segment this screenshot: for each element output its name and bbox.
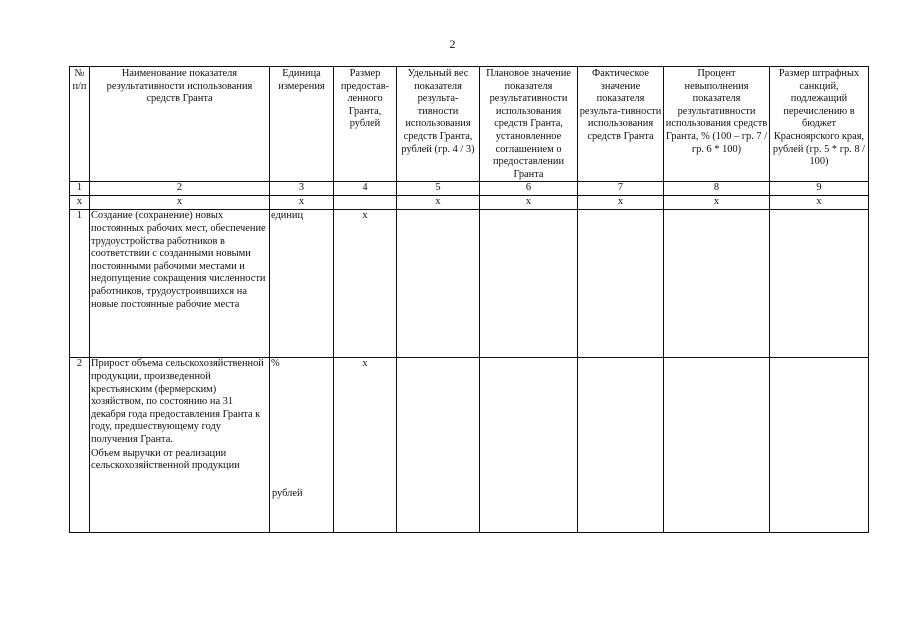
x-cell: x (270, 196, 334, 210)
header-col-2: Наименование показателя результативности использования средств Гранта (90, 67, 270, 182)
column-number: 2 (90, 182, 270, 196)
unit-cell: единиц (270, 210, 334, 358)
indicator-name: Создание (сохранение) новых постоянных рабочих мест, обеспечение трудоустройства работников в соответствии с созданными новыми постоянными рабочими местами и недопущение сокращения численности работников, трудоустроившихся на новые постоянные рабочие места (90, 210, 270, 358)
unit-block (271, 358, 332, 532)
empty-cell (578, 358, 664, 533)
column-number: 8 (664, 182, 770, 196)
empty-cell (397, 358, 480, 533)
header-col-1: № п/п (70, 67, 90, 182)
empty-cell (664, 358, 770, 533)
column-number: 5 (397, 182, 480, 196)
empty-cell (480, 210, 578, 358)
header-col-3: Единица измерения (270, 67, 334, 182)
column-number: 1 (70, 182, 90, 196)
header-col-6: Плановое значение показателя результативности использования средств Гранта, установленное соглашением о предоставлении Гранта (480, 67, 578, 182)
indicator-name-cell (90, 358, 270, 533)
x-cell: x (480, 196, 578, 210)
grant-size-cell: x (334, 210, 397, 358)
header-row (70, 67, 869, 182)
column-number: 9 (770, 182, 869, 196)
x-cell: x (578, 196, 664, 210)
x-cell: x (90, 196, 270, 210)
x-cell (334, 196, 397, 210)
empty-cell (480, 358, 578, 533)
unit-primary: % (271, 358, 280, 370)
unit-cell (270, 358, 334, 533)
indicator-name-secondary: Объем выручки от реализации сельскохозяйственной продукции (91, 447, 240, 472)
column-number: 6 (480, 182, 578, 196)
header-col-4: Размер предостав-ленного Гранта, рублей (334, 67, 397, 182)
empty-cell (397, 210, 480, 358)
empty-cell (578, 210, 664, 358)
page-number: 2 (449, 37, 456, 51)
header-col-7: Фактическое значение показателя результа-тивности использования средств Гранта (578, 67, 664, 182)
x-cell: x (397, 196, 480, 210)
column-number-row (70, 182, 869, 196)
empty-cell (770, 210, 869, 358)
column-number: 4 (334, 182, 397, 196)
x-row (70, 196, 869, 210)
header-col-9: Размер штрафных санкций, подлежащий перечислению в бюджет Красноярского края, рублей (гр. 5 * гр. 8 / 100) (770, 67, 869, 182)
table-row (70, 358, 869, 533)
empty-cell (770, 358, 869, 533)
table-row (70, 210, 869, 358)
grant-size-cell: x (334, 358, 397, 533)
column-number: 7 (578, 182, 664, 196)
x-cell: x (70, 196, 90, 210)
header-col-5: Удельный вес показателя результа-тивности использования средств Гранта, рублей (гр. 4 / 3) (397, 67, 480, 182)
column-number: 3 (270, 182, 334, 196)
header-col-8: Процент невыполнения показателя результативности использования средств Гранта, % (100 – гр. 7 / гр. 6 * 100) (664, 67, 770, 182)
x-cell: x (770, 196, 869, 210)
row-number: 2 (70, 358, 90, 533)
results-table (69, 66, 869, 533)
unit-secondary: рублей (272, 488, 303, 500)
empty-cell (664, 210, 770, 358)
x-cell: x (664, 196, 770, 210)
indicator-name: Прирост объема сельскохозяйственной продукции, произведенной крестьянским (фермерским) хозяйством, по состоянию на 31 декабря года предоставления Гранта к году, предшествующему году получения Гранта. (91, 358, 264, 445)
row-number: 1 (70, 210, 90, 358)
